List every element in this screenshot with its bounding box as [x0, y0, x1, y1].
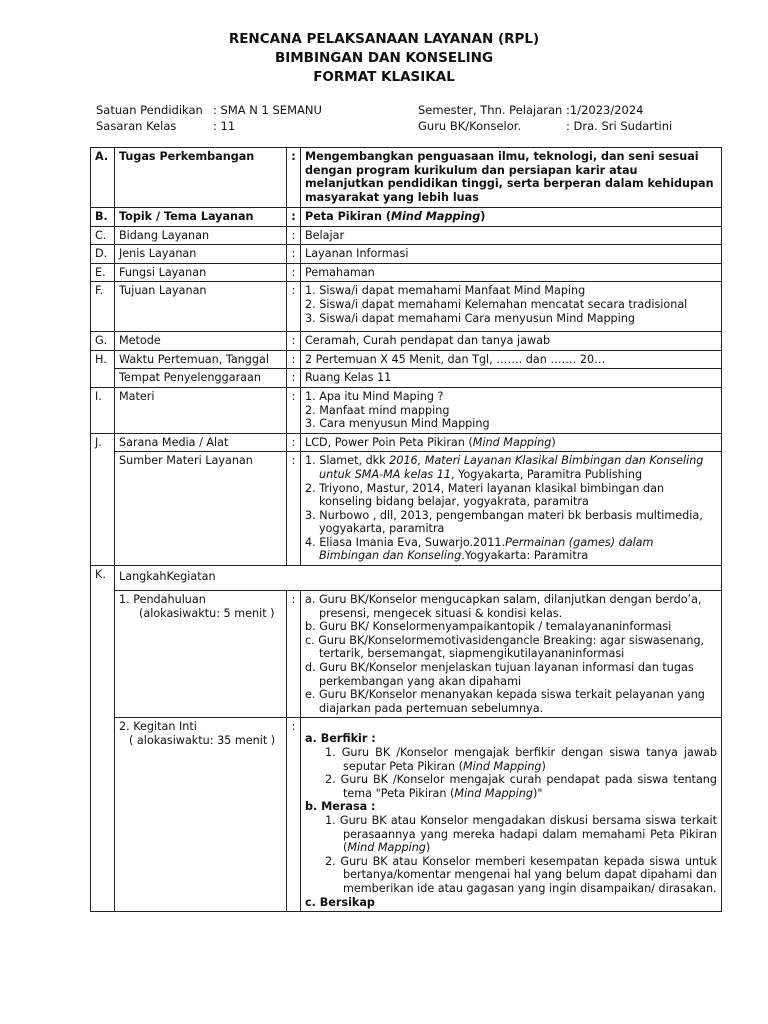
row-label: Tugas Perkembangan	[115, 148, 287, 208]
item-text: )	[541, 759, 546, 773]
topik-value-italic: Mind Mapping	[390, 210, 481, 223]
pendahuluan-list	[301, 591, 722, 718]
topik-value	[301, 208, 722, 227]
row-label: Jenis Layanan	[115, 245, 287, 264]
list-item: e. Guru BK/Konselor menanyakan kepada siswa terkait pelayanan yang diajarkan pada pertemuan sebelumnya.	[305, 688, 705, 715]
item-text: )"	[532, 786, 543, 800]
sasaran-value: : 11	[213, 119, 236, 133]
row-kegiatan-inti	[91, 718, 722, 912]
sumber-list	[301, 452, 722, 566]
list-item: 1. Apa itu Mind Maping ?	[305, 389, 444, 403]
satuan-label: Satuan Pendidikan	[96, 103, 203, 117]
jenis-value: Layanan Informasi	[301, 245, 722, 264]
row-letter: I.	[91, 387, 115, 433]
row-pendahuluan	[91, 591, 722, 718]
row-tempat	[91, 369, 722, 388]
semester-label: Semester, Thn. Pelajaran	[418, 103, 563, 117]
item-italic: Mind Mapping	[454, 786, 533, 800]
row-label: Materi	[115, 387, 287, 433]
row-tujuan	[91, 282, 722, 332]
row-letter: B.	[91, 208, 115, 227]
row-sarana	[91, 433, 722, 452]
row-colon: :	[287, 369, 301, 388]
list-item: a. Guru BK/Konselor mengucapkan salam, dilanjutkan dengan berdo’a, presensi, mengecek situasi & kondisi kelas.	[305, 593, 702, 620]
row-colon: :	[287, 433, 301, 452]
list-item	[305, 814, 717, 855]
pendahuluan-title: 1. Pendahuluan	[119, 593, 206, 607]
metode-value: Ceramah, Curah pendapat dan tanya jawab	[301, 332, 722, 351]
list-item: 3. Siswa/i dapat memahami Cara menyusun Mind Mapping	[305, 311, 635, 325]
row-colon: :	[287, 452, 301, 566]
row-letter: D.	[91, 245, 115, 264]
list-item: 1. Siswa/i dapat memahami Manfaat Mind Maping	[305, 284, 586, 298]
list-item: c. Guru BK/Konselormemotivasidengancle Breaking: agar siswasenang, tertarik, bersemangat, siapmengikutilayananinformasi	[305, 633, 705, 661]
sumber-text: , Yogyakarta, Paramitra Publishing	[450, 467, 643, 481]
berfikir-heading: a. Berfikir :	[305, 732, 376, 746]
row-colon: :	[287, 148, 301, 208]
row-tugas-perkembangan	[91, 148, 722, 208]
row-colon: :	[287, 208, 301, 227]
list-item	[305, 454, 717, 481]
list-item	[305, 746, 717, 773]
row-label: Metode	[115, 332, 287, 351]
tempat-value: Ruang Kelas 11	[301, 369, 722, 388]
row-colon: :	[287, 282, 301, 332]
pendahuluan-label	[115, 591, 287, 718]
row-fungsi	[91, 263, 722, 282]
item-text: 2. Guru BK /Konselor mengajak curah pendapat pada siswa tentang tema "Peta Pikiran (	[325, 773, 717, 800]
inti-title: 2. Kegitan Inti	[119, 720, 197, 734]
row-colon: :	[287, 263, 301, 282]
inti-time: ( alokasiwaktu: 35 menit )	[129, 734, 276, 747]
list-item: 2. Triyono, Mastur, 2014, Materi layanan klasikal bimbingan dan konseling bidang belajar, yogyakrata, paramitra	[305, 481, 665, 509]
topik-value-close: )	[480, 210, 486, 223]
item-text: )	[425, 841, 431, 855]
waktu-value: 2 Pertemuan X 45 Menit, dan Tgl, ……. dan ……. 20…	[301, 350, 722, 369]
row-colon: :	[287, 245, 301, 264]
list-item: 3. Cara menyusun Mind Mapping	[305, 417, 490, 431]
sarana-value-text: LCD, Power Poin Peta Pikiran (	[305, 435, 473, 449]
fungsi-value: Pemahaman	[301, 263, 722, 282]
row-label: Bidang Layanan	[115, 226, 287, 245]
row-letter: K.	[91, 566, 115, 912]
row-letter: G.	[91, 332, 115, 351]
sasaran-label: Sasaran Kelas	[96, 119, 177, 133]
row-colon: :	[287, 718, 301, 912]
list-item	[305, 536, 717, 563]
row-sumber	[91, 452, 722, 566]
row-label: Sarana Media / Alat	[115, 433, 287, 452]
pendahuluan-time: (alokasiwaktu: 5 menit )	[139, 606, 275, 620]
bidang-value: Belajar	[301, 226, 722, 245]
item-italic: Mind Mapping	[463, 759, 542, 773]
row-letter: J.	[91, 433, 115, 565]
row-letter: C.	[91, 226, 115, 245]
row-waktu	[91, 350, 722, 369]
row-metode	[91, 332, 722, 351]
sumber-text: .Yogyakarta: Paramitra	[461, 549, 589, 563]
row-letter: A.	[91, 148, 115, 208]
satuan-value: : SMA N 1 SEMANU	[213, 103, 322, 117]
guru-value: : Dra. Sri Sudartini	[566, 119, 673, 133]
list-item: b. Guru BK/ Konselormenyampaikantopik / temalayananinformasi	[305, 620, 672, 634]
sumber-italic: 2016, Materi Layanan Klasikal Bimbingan dan Konseling untuk SMA-MA kelas 11	[319, 454, 704, 481]
merasa-heading: b. Merasa :	[305, 800, 376, 814]
item-text: 1. Guru BK /Konselor mengajak berfikir dengan siswa tanya jawab seputar Peta Pikiran (	[325, 746, 717, 773]
row-label: Sumber Materi Layanan	[115, 452, 287, 566]
inti-list	[301, 718, 722, 912]
row-label: Fungsi Layanan	[115, 263, 287, 282]
rpl-table	[90, 147, 722, 912]
sarana-value	[301, 433, 722, 452]
materi-list	[301, 387, 722, 433]
row-colon: :	[287, 226, 301, 245]
sumber-italic: Permainan (games) dalam Bimbingan dan Konseling	[319, 535, 654, 563]
sumber-text: 1. Slamet, dkk	[305, 454, 390, 468]
row-label: LangkahKegiatan	[115, 566, 722, 591]
sumber-text: 4. Eliasa Imania Eva, Suwarjo.2011.	[305, 535, 506, 549]
bersikap-heading: c. Bersikap	[305, 895, 375, 909]
inti-label	[115, 718, 287, 912]
document-title-line1: RENCANA PELAKSANAAN LAYANAN (RPL)	[228, 31, 540, 47]
item-text: 1. Guru BK atau Konselor mengadakan diskusi bersama siswa terkait perasaannya yang mereka hadapi dalam memahami Peta Pikiran (	[325, 813, 717, 855]
row-colon: :	[287, 332, 301, 351]
row-letter: E.	[91, 263, 115, 282]
row-colon: :	[287, 387, 301, 433]
row-materi	[91, 387, 722, 433]
row-letter: H.	[91, 350, 115, 387]
list-item: 2. Guru BK atau Konselor memberi kesempatan kepada siswa untuk bertanya/komentar mengenai hal yang belum dapat dipahami dan memberikan ide atau gagasan yang ingin disampaikan/ dirasakan.	[325, 854, 717, 895]
row-langkah	[91, 566, 722, 591]
sarana-value-italic: Mind Mapping	[472, 435, 552, 449]
item-italic: Mind Mapping	[347, 841, 426, 855]
row-label: Tempat Penyelenggaraan	[115, 369, 287, 388]
list-item: 2. Siswa/i dapat memahami Kelemahan mencatat secara tradisional	[305, 297, 688, 311]
row-label: Waktu Pertemuan, Tanggal	[115, 350, 287, 369]
tugas-perkembangan-value: Mengembangkan penguasaan ilmu, teknologi, dan seni sesuai dengan program kurikulum dan persiapan karir atau melanjutkan pendidikan tinggi, serta berperan dalam kehidupan masyarakat yang lebih luas	[301, 148, 722, 208]
row-label: Topik / Tema Layanan	[115, 208, 287, 227]
row-jenis	[91, 245, 722, 264]
row-label: Tujuan Layanan	[115, 282, 287, 332]
semester-value: :1/2023/2024	[566, 103, 644, 117]
list-item	[305, 773, 717, 800]
row-topik	[91, 208, 722, 227]
tujuan-list	[301, 282, 722, 332]
topik-value-text: Peta Pikiran (	[305, 210, 391, 223]
row-bidang	[91, 226, 722, 245]
row-letter: F.	[91, 282, 115, 332]
sarana-value-close: )	[551, 435, 556, 449]
list-item: 3. Nurbowo , dll, 2013, pengembangan materi bk berbasis multimedia, yogyakarta, paramitra	[305, 508, 703, 536]
row-colon: :	[287, 591, 301, 718]
document-title-line3: FORMAT KLASIKAL	[313, 69, 455, 85]
guru-label: Guru BK/Konselor.	[418, 119, 522, 133]
list-item: 2. Manfaat mind mapping	[305, 403, 450, 417]
row-colon: :	[287, 350, 301, 369]
document-title-line2: BIMBINGAN DAN KONSELING	[274, 50, 494, 66]
list-item: d. Guru BK/Konselor menjelaskan tujuan layanan informasi dan tugas perkembangan yang akan dipahami	[305, 661, 694, 688]
